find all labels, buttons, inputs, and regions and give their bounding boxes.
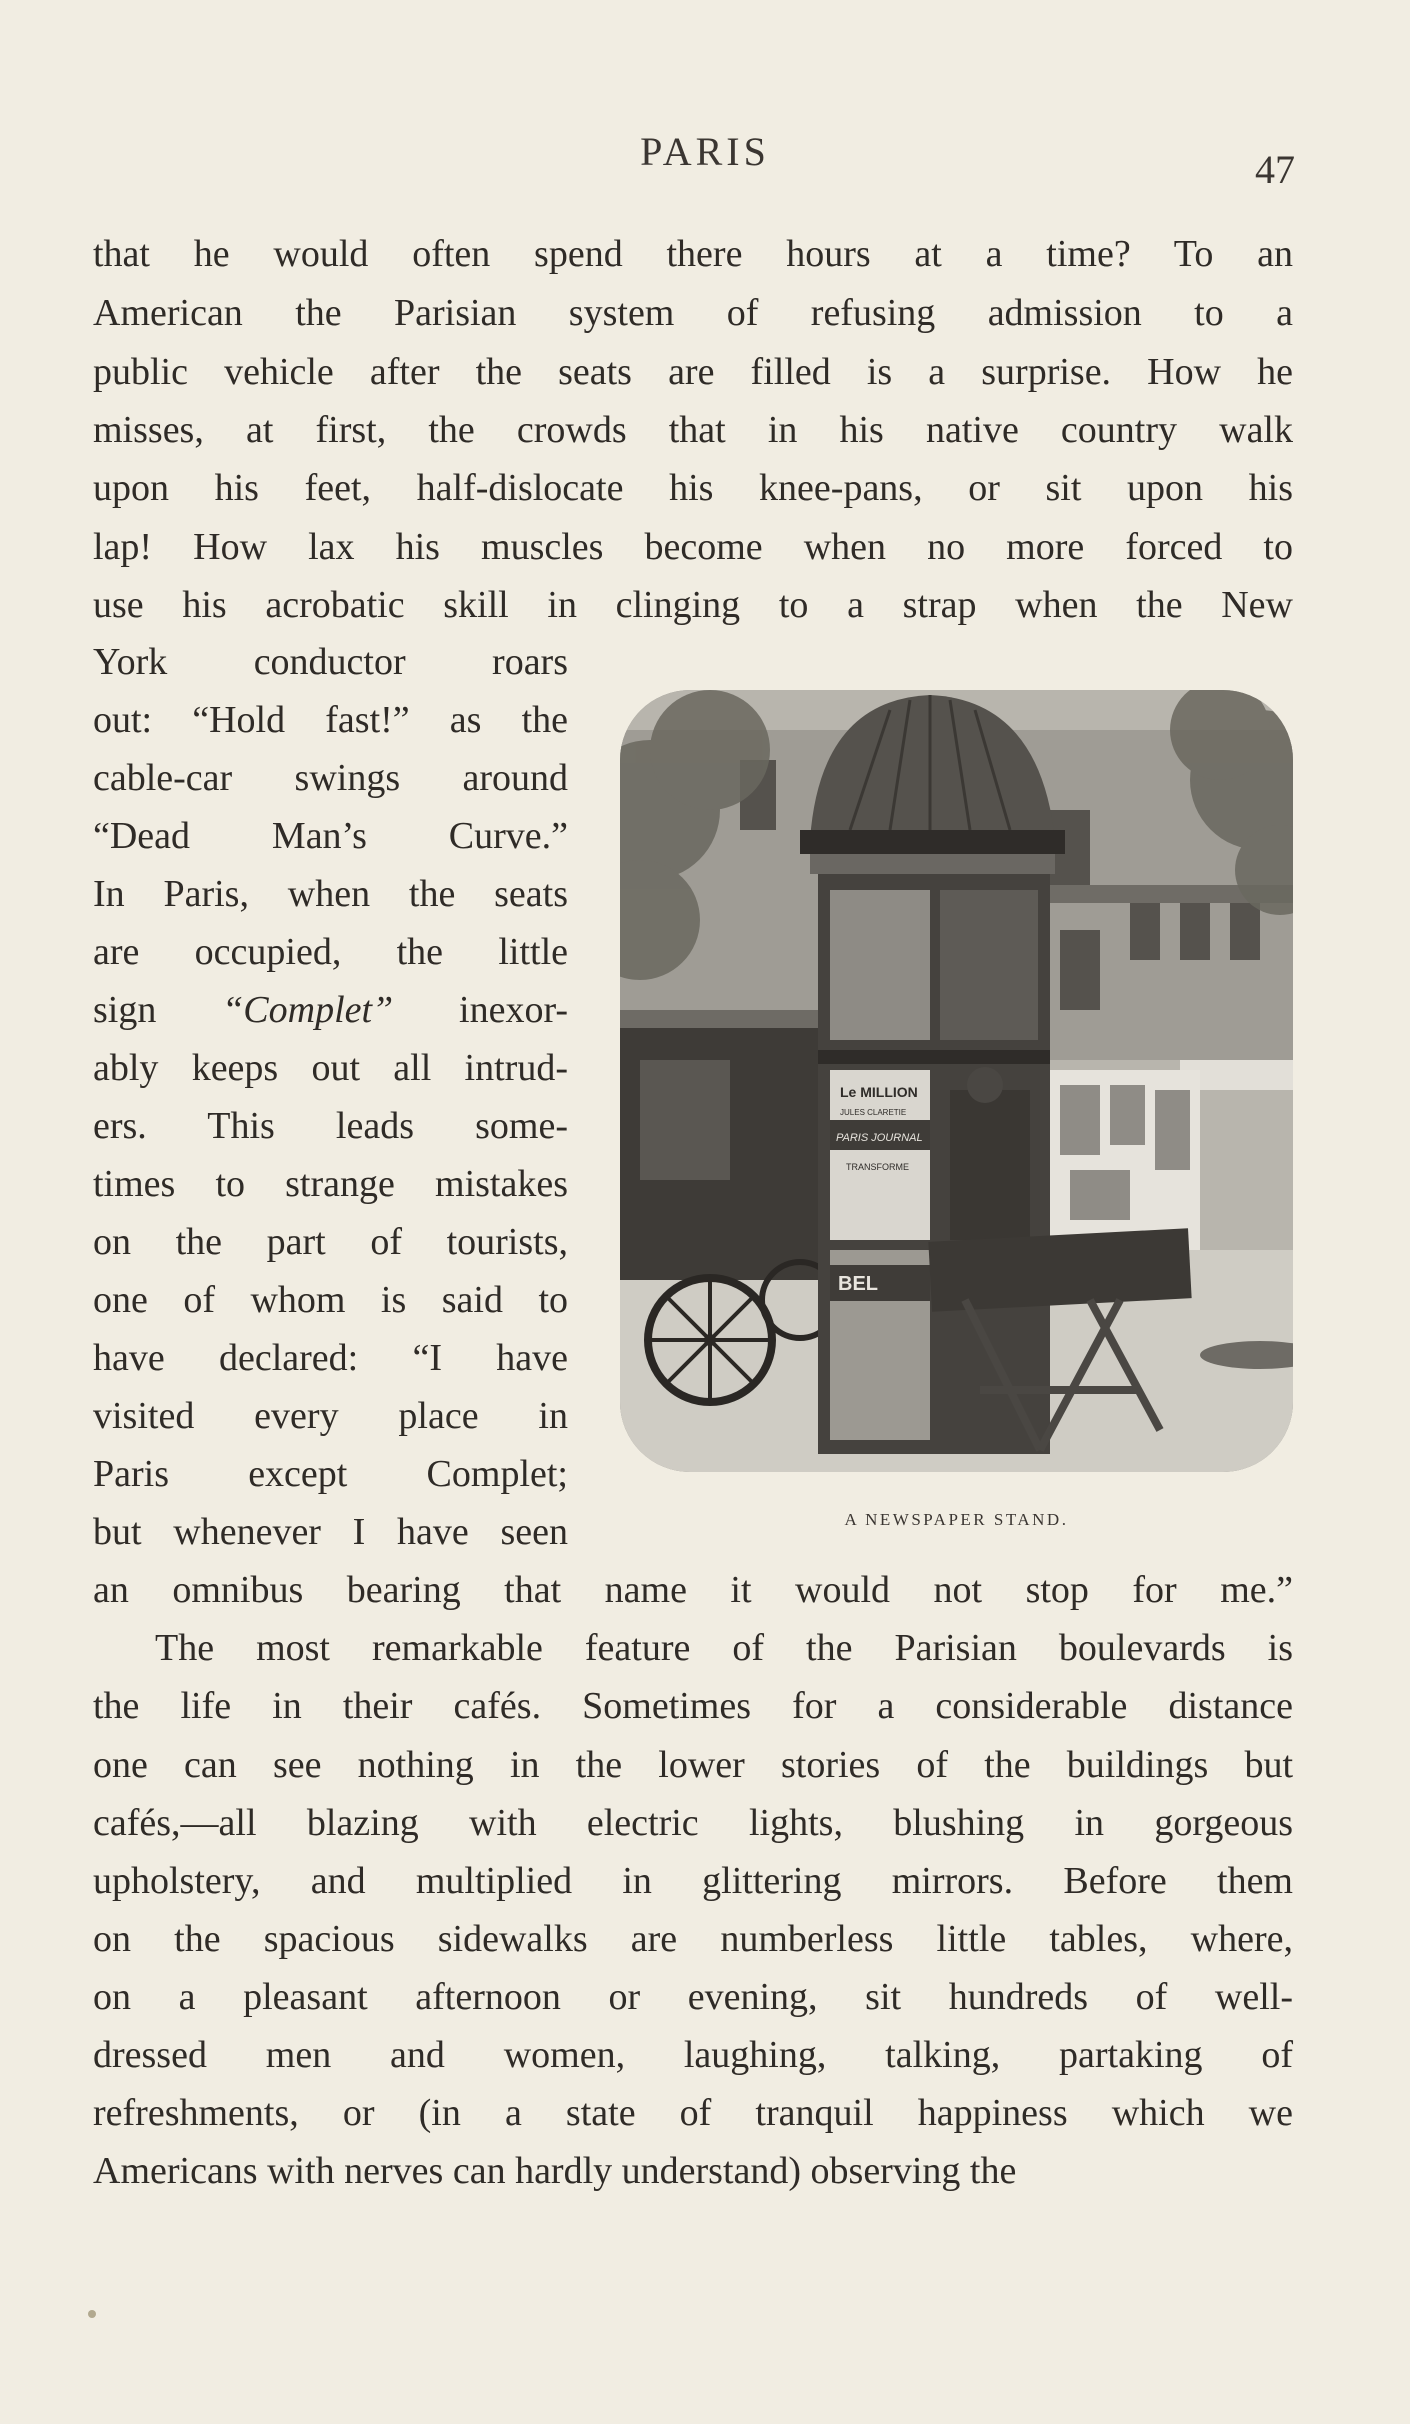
text-line: misses, at first, the crowds that in his native country walk (93, 409, 1293, 451)
text-line: York conductor roars (93, 641, 568, 683)
text-line: that he would often spend there hours at a time? To an (93, 233, 1293, 275)
figure-caption: A NEWSPAPER STAND. (844, 1510, 1069, 1529)
sign-prefix: sign (93, 989, 223, 1031)
text-line: refreshments, or (in a state of tranquil happiness which we (93, 2092, 1293, 2134)
text-line: dressed men and women, laughing, talking, partaking of (93, 2034, 1293, 2076)
text-line: Paris except Complet; (93, 1453, 568, 1495)
text-line: are occupied, the little (93, 931, 568, 973)
text-line: lap! How lax his muscles become when no more forced to (93, 526, 1293, 568)
photo-illustration (620, 690, 1293, 1472)
sign-suffix: inexor- (459, 989, 568, 1031)
newspaper-stand-photo (620, 690, 1293, 1472)
text-line: upholstery, and multiplied in glittering mirrors. Before them (93, 1860, 1293, 1902)
text-line: cafés,—all blazing with electric lights, blushing in gorgeous (93, 1802, 1293, 1844)
complet-italic: “Complet” (222, 989, 394, 1031)
poster-text: JULES CLARETIE (840, 1108, 907, 1117)
text-line: American the Parisian system of refusing admission to a (93, 292, 1293, 334)
text-line: cable-car swings around (93, 757, 568, 799)
text-line: use his acrobatic skill in clinging to a strap when the New (93, 584, 1293, 626)
text-line: upon his feet, half-dislocate his knee-pans, or sit upon his (93, 467, 1293, 509)
text-line: on the spacious sidewalks are numberless little tables, where, (93, 1918, 1293, 1960)
text-line-sign (93, 982, 568, 1038)
text-line: times to strange mistakes (93, 1163, 568, 1205)
poster-text: PARIS JOURNAL (836, 1132, 923, 1144)
vendor (950, 1090, 1030, 1240)
poster-text: TRANSFORME (846, 1162, 909, 1172)
text-line: “Dead Man’s Curve.” (93, 815, 568, 857)
text-line: have declared: “I have (93, 1337, 568, 1379)
text-line: Americans with nerves can hardly understand) observing the (93, 2150, 1017, 2192)
poster-text: Le MILLION (840, 1084, 918, 1100)
page-fleck (88, 2310, 96, 2318)
text-line: The most remarkable feature of the Parisian boulevards is (155, 1627, 1293, 1669)
text-line: ably keeps out all intrud- (93, 1047, 568, 1089)
text-line: out: “Hold fast!” as the (93, 699, 568, 741)
text-line: one of whom is said to (93, 1279, 568, 1321)
text-line: In Paris, when the seats (93, 873, 568, 915)
text-line: visited every place in (93, 1395, 568, 1437)
poster-text: BEL (838, 1273, 878, 1295)
text-line: one can see nothing in the lower stories of the buildings but (93, 1744, 1293, 1786)
page-number: 47 (1255, 147, 1295, 192)
text-line: on the part of tourists, (93, 1221, 568, 1263)
text-line: on a pleasant afternoon or evening, sit hundreds of well- (93, 1976, 1293, 2018)
text-line: but whenever I have seen (93, 1511, 568, 1553)
text-line: the life in their cafés. Sometimes for a considerable distance (93, 1685, 1293, 1727)
text-line: public vehicle after the seats are filled is a surprise. How he (93, 351, 1293, 393)
text-line: ers. This leads some- (93, 1105, 568, 1147)
running-head: PARIS (640, 129, 770, 174)
kiosk (800, 695, 1065, 1454)
text-line: an omnibus bearing that name it would not stop for me.” (93, 1569, 1293, 1611)
